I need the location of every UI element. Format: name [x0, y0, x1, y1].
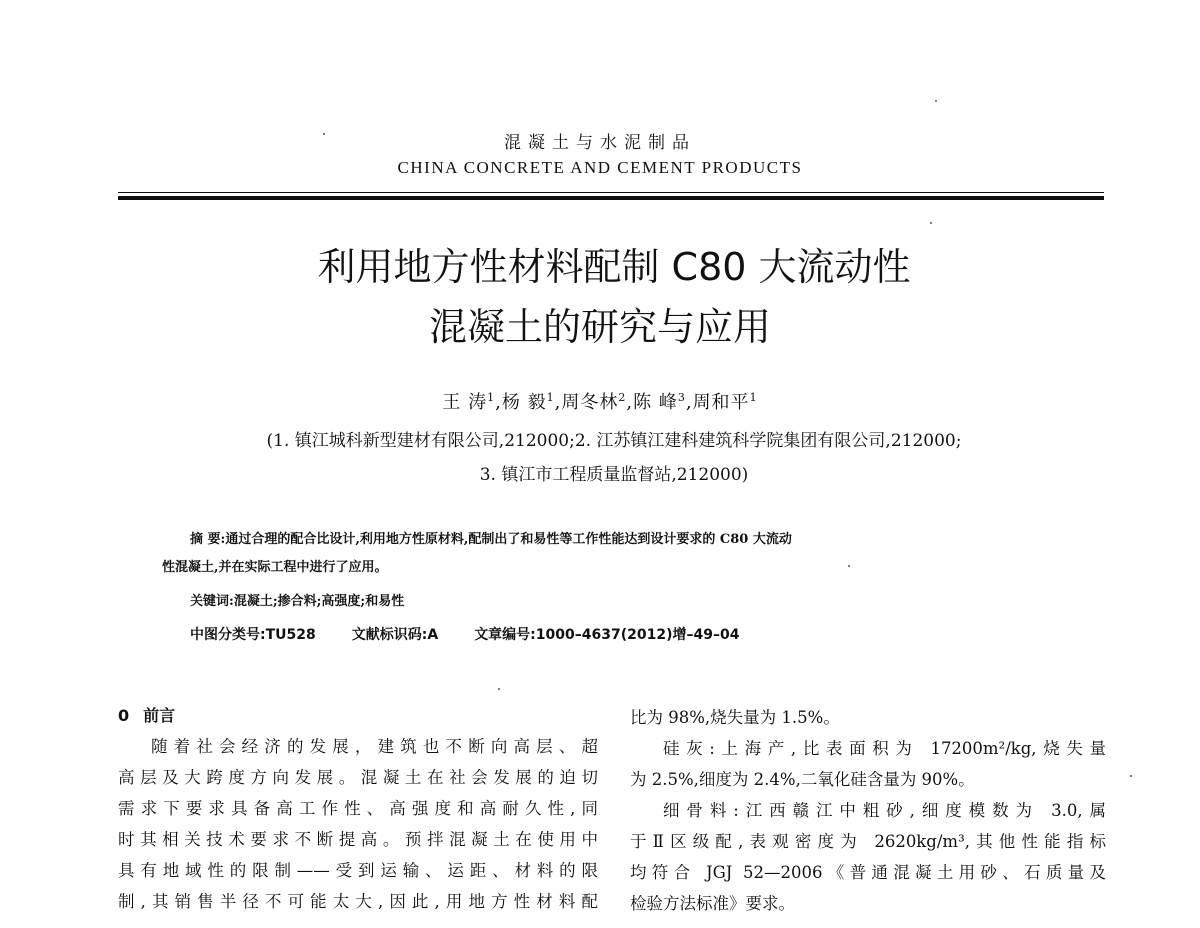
section-heading [118, 700, 598, 731]
classification-line [190, 624, 1090, 644]
keywords-line [190, 590, 1090, 609]
abstract-label: 摘 要 [190, 532, 221, 547]
keywords-label: 关键词 [190, 594, 230, 609]
clc-number: 中图分类号:TU528 [190, 627, 316, 643]
right-column [630, 702, 1106, 919]
author-affiliation-mark: 1 [749, 391, 758, 404]
body-line: 比为 98%,烧失量为 1.5%。 [630, 708, 840, 727]
keywords-text: :混凝土;掺合料;高强度;和易性 [229, 594, 405, 609]
body-line: 检验方法标准》要求。 [630, 894, 795, 913]
header-rule-thick [118, 196, 1104, 200]
author-name: 陈 峰 [633, 392, 678, 413]
scan-speck [935, 100, 937, 102]
article-title-line-2: 混凝土的研究与应用 [428, 305, 771, 349]
body-line: 高层及大跨度方向发展。混凝土在社会发展的迫切 [118, 768, 598, 787]
author-affiliation-mark: 1 [487, 391, 496, 404]
author-affiliation-mark: 2 [618, 391, 627, 404]
author-name: 周冬林 [561, 392, 619, 413]
scan-speck [848, 565, 850, 567]
body-line: 为 2.5%,细度为 2.4%,二氧化硅含量为 90%。 [630, 770, 975, 789]
scan-speck [1130, 775, 1132, 777]
author-affiliation-mark: 3 [677, 391, 686, 404]
author-name: 杨 毅 [501, 392, 547, 413]
body-line: 时其相关技术要求不断提高。预拌混凝土在使用中 [118, 830, 598, 849]
affiliation-line-2: 3. 镇江市工程质量监督站,212000) [479, 465, 749, 485]
affiliation-line-1: (1. 镇江城科新型建材有限公司,212000;2. 江苏镇江建科建筑科学院集团有限公司,212000; [266, 431, 962, 451]
journal-name-english: CHINA CONCRETE AND CEMENT PRODUCTS [397, 158, 803, 177]
body-line: 硅灰:上海产,比表面积为 17200m²/kg,烧失量 [663, 739, 1106, 758]
left-column [118, 700, 598, 917]
journal-name-chinese: 混凝土与水泥制品 [504, 133, 696, 153]
header-rule-thin [118, 192, 1104, 193]
document-code: 文献标识码:A [351, 627, 439, 643]
section-title: 前言 [143, 706, 176, 725]
body-line: 于Ⅱ区级配,表观密度为 2620kg/m³,其他性能指标 [630, 832, 1106, 851]
author-name: 周和平 [692, 392, 750, 413]
body-line: 制,其销售半径不可能太大,因此,用地方性材料配 [118, 892, 598, 911]
scan-speck [930, 222, 932, 224]
author-name: 王 涛 [442, 392, 488, 413]
body-line: 随着社会经济的发展，建筑也不断向高层、超 [151, 737, 598, 756]
author-affiliation-mark: 1 [546, 391, 555, 404]
scan-speck [498, 688, 500, 690]
body-line: 均符合 JGJ 52—2006《普通混凝土用砂、石质量及 [630, 863, 1106, 882]
article-number: 文章编号:1000–4637(2012)增–49–04 [474, 627, 740, 643]
section-number: 0 [118, 706, 130, 725]
body-line: 具有地域性的限制——受到运输、运距、材料的限 [118, 861, 598, 880]
abstract-line-2: 性混凝土,并在实际工程中进行了应用。 [162, 560, 388, 575]
scan-speck [323, 133, 325, 135]
abstract-text: :通过合理的配合比设计,利用地方性原材料,配制出了和易性等工作性能达到设计要求的 C80 大流动 [220, 532, 792, 547]
author-list: 王 涛$^1$,杨 毅$^1$,周冬林$^2$,陈 峰$^3$,周和平$^1$ [442, 391, 758, 413]
body-line: 细骨料:江西赣江中粗砂,细度模数为 3.0,属 [663, 801, 1106, 820]
abstract-line-1 [190, 528, 1090, 547]
article-title-line-1: 利用地方性材料配制 C80 大流动性 [317, 245, 911, 289]
body-line: 需求下要求具备高工作性、高强度和高耐久性,同 [118, 799, 598, 818]
